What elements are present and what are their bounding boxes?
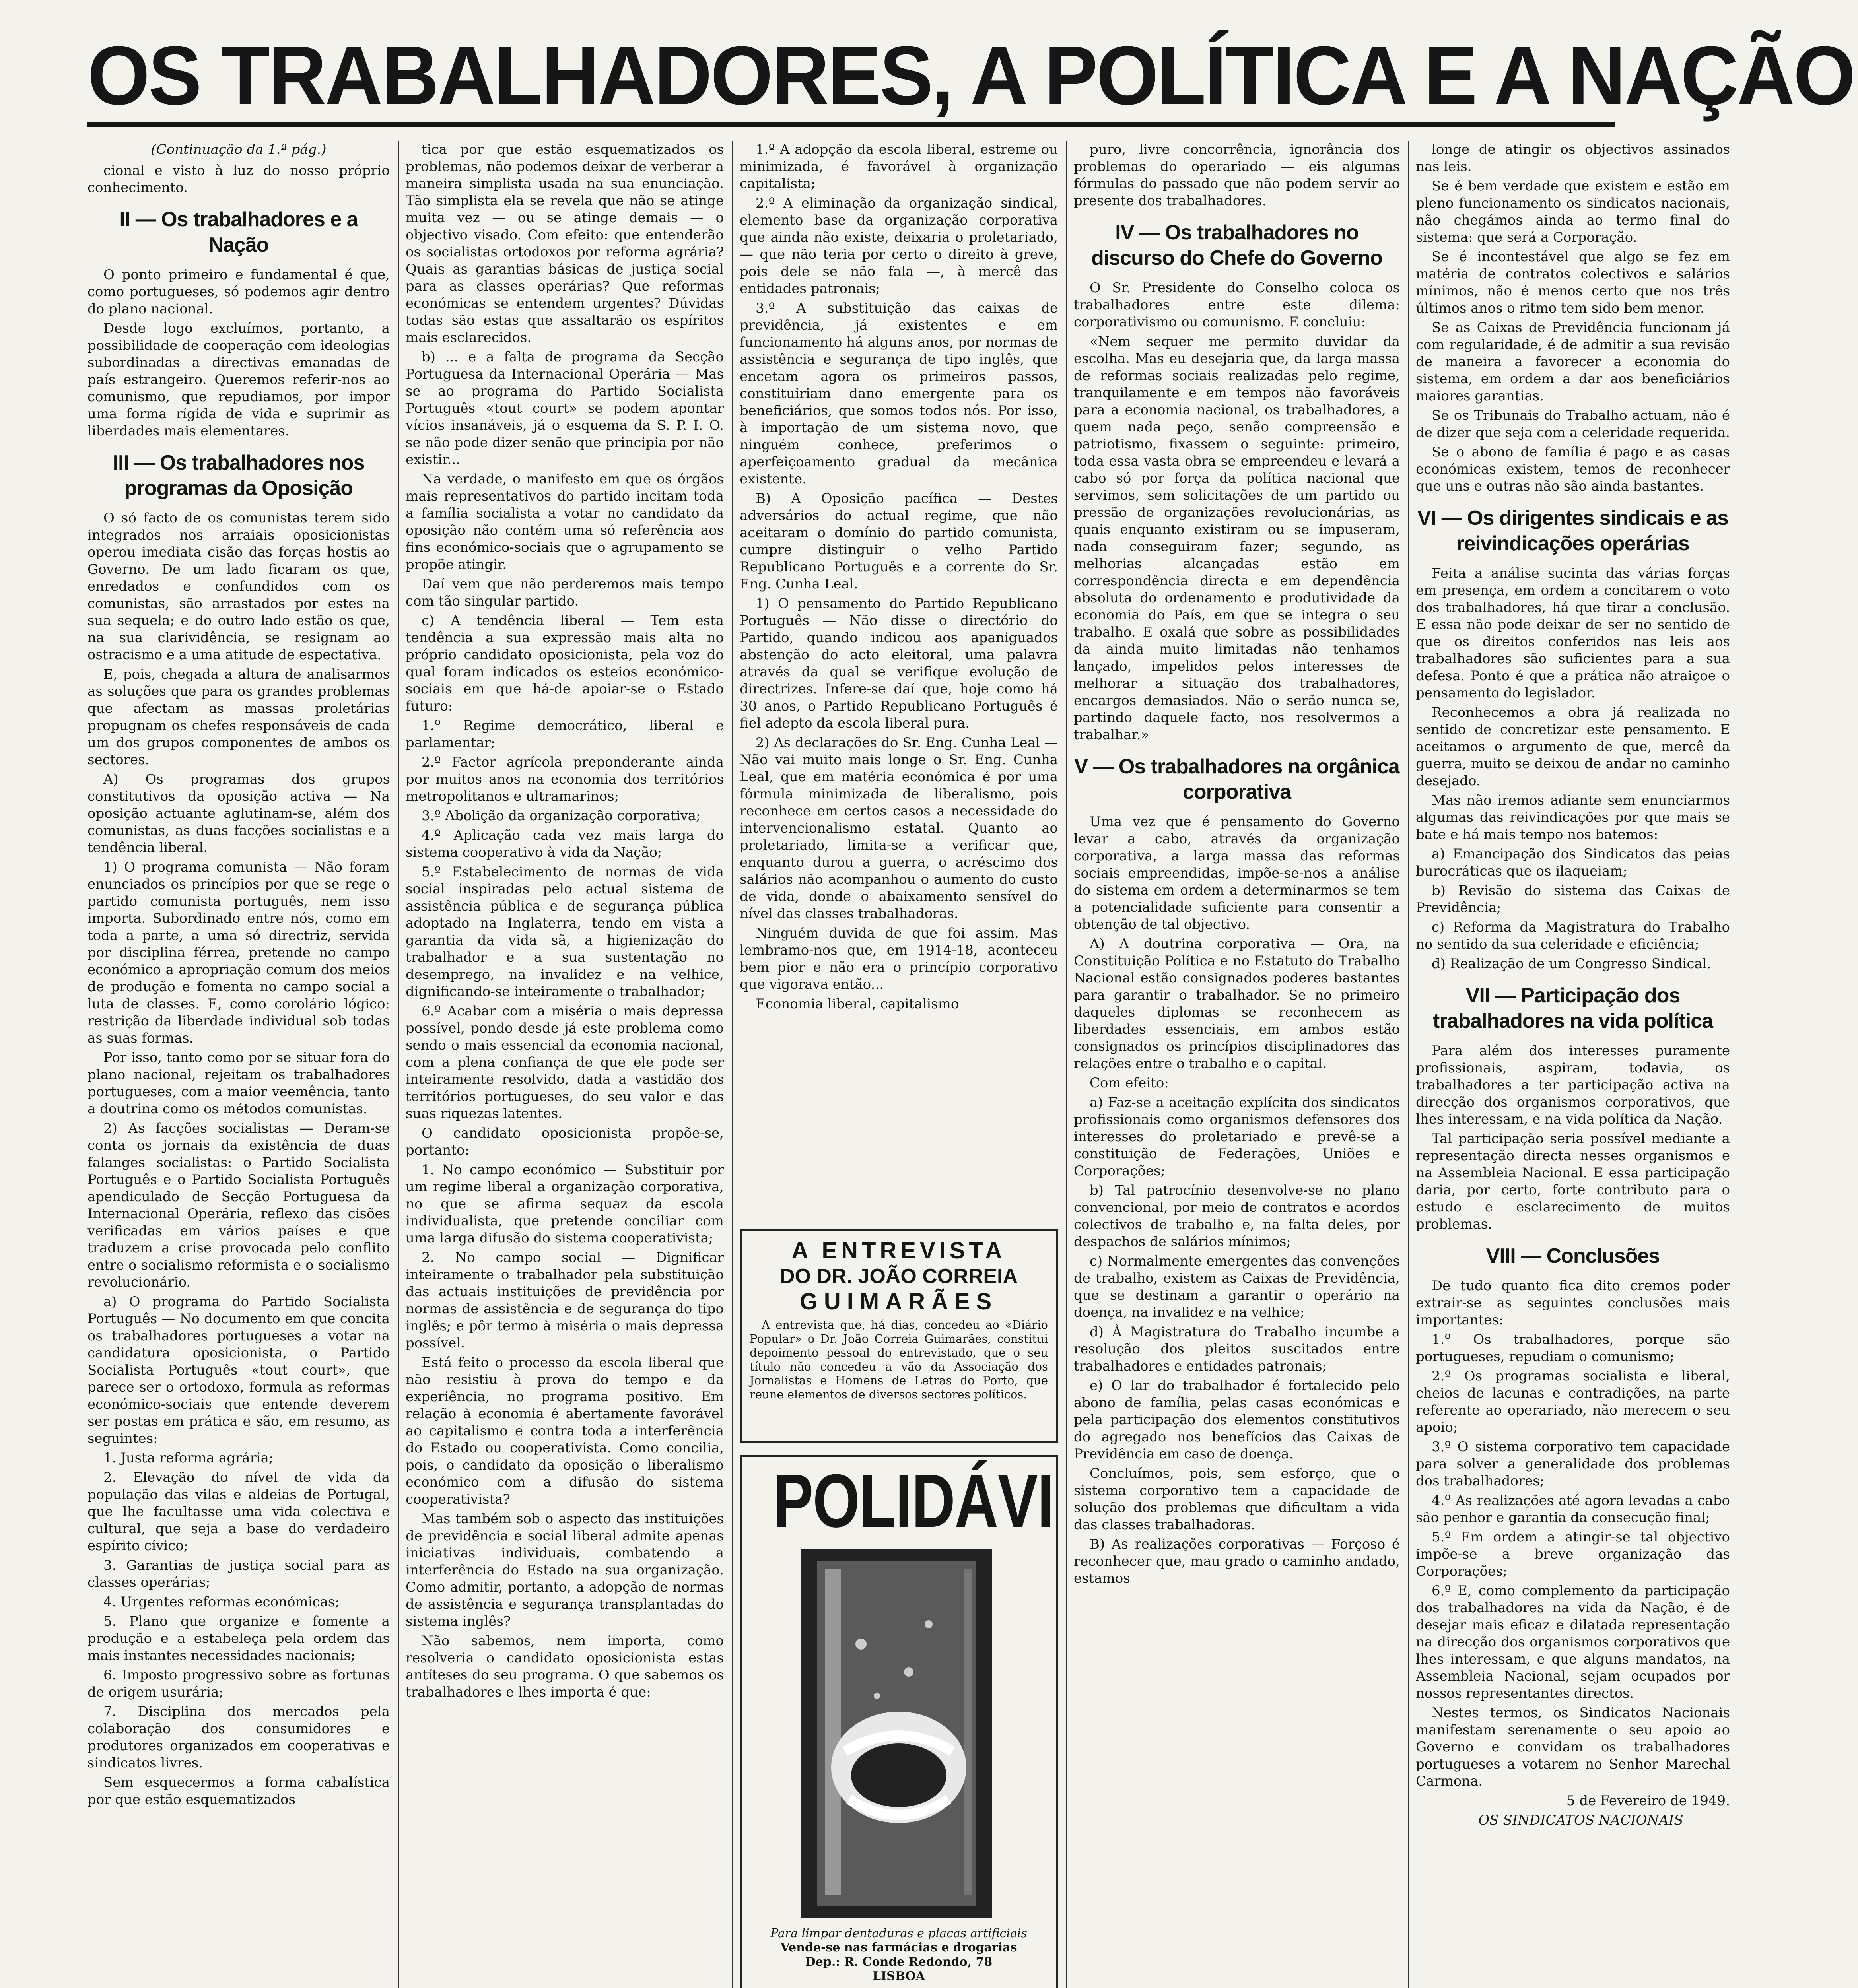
- paragraph: Se as Caixas de Previdência funcionam já com regularidade, é de admitir a sua revisão de maneira a favorecer a economia do sistema, em ordem a dar aos beneficiários maiores garantias.: [1416, 320, 1730, 404]
- paragraph: A) Os programas dos grupos constitutivos da oposição activa — Na oposição actuante aglutinam-se, além dos comunistas, as duas facções socialistas e a tendência liberal.: [87, 771, 390, 856]
- article-column-5: [1416, 141, 1730, 1988]
- paragraph: 6.º E, como complemento da participação dos trabalhadores na vida da Nação, é de desejar mais eficaz e dilatada representação na direcção dos organismos corporativos que lhes interessam, e que alguns mandatos, na Assembleia Nacional, sejam ocupados por nossos representantes directos.: [1416, 1583, 1730, 1701]
- paragraph: b) ... e a falta de programa da Secção Portuguesa da Internacional Operária — Mas se ao programa do Partido Socialista Português «tout court» se podem apontar vícios insanáveis, já o esquema da S. P. I. O. se não pode dizer senão que principia por não existir...: [406, 349, 724, 468]
- paragraph: 1) O pensamento do Partido Republicano Português — Não disse o directório do Partido, quando indicou aos apaniguados abstenção do acto eleitoral, uma palavra através da qual se verifique evolução de directrizes. Infere-se daí que, hoje como há 30 anos, o Partido Republicano Português é fiel adepto da escola liberal pura.: [740, 596, 1058, 731]
- paragraph: Reconhecemos a obra já realizada no sentido de concretizar este pensamento. E aceitamos o argumento de que, mercê da guerra, muito se deixou de andar no caminho desejado.: [1416, 705, 1730, 789]
- paragraph: 7. Disciplina dos mercados pela colaboração dos consumidores e produtores organizados em cooperativas e sindicatos livres.: [87, 1704, 390, 1771]
- paragraph: 6. Imposto progressivo sobre as fortunas de origem usurária;: [87, 1667, 390, 1700]
- paragraph: «Nem sequer me permito duvidar da escolha. Mas eu desejaria que, da larga massa de reformas sociais realizadas pelo regime, tranquilamente e em tempos não favoráveis para a economia nacional, os trabalhadores, a quem nada peço, senão compreensão e patriotismo, fixassem o seguinte: primeiro, toda essa vasta obra se empreendeu e levará a cabo só por força da política nacional que servimos, sem solicitações de um partido ou pressão de organizações revolucionárias, as quais enquanto existiram ou se impuseram, nada conseguiram fazer; segundo, as melhorias alcançadas estão em correspondência directa e em dependência absoluta do ordenamento e produtividade da economia do País, em que se integra o seu trabalho. E oxalá que sobre as possibilidades da ainda muito limitadas não tenhamos lançado, impelidos pelos interesses de melhorar a situação dos trabalhadores, encargos demasiados. Não o serão nunca se, partindo daquele facto, nos resolvermos a trabalhar.»: [1074, 334, 1400, 743]
- paragraph: 3.º Abolição da organização corporativa;: [422, 808, 701, 824]
- article-column-4: [1074, 141, 1400, 1988]
- paragraph: 1. No campo económico — Substituir por um regime liberal a organização corporativa, no que se afirma sequaz da escola individualista, que pretende conciliar com uma larga difusão do sistema cooperativista;: [406, 1162, 724, 1246]
- paragraph: 5. Plano que organize e fomente a produção e a estabeleça pela ordem das mais instantes necessidades nacionais;: [87, 1613, 390, 1664]
- paragraph: Se é bem verdade que existem e estão em pleno funcionamento os sindicatos nacionais, não chegámos ainda ao termo final do sistema: que será a Corporação.: [1416, 178, 1730, 245]
- column-divider: [398, 141, 399, 1988]
- paragraph: Não sabemos, nem importa, como resolveria o candidato oposicionista estas antíteses do seu programa. O que sabemos os trabalhadores e lhes importa é que:: [406, 1633, 724, 1700]
- paragraph: 5.º Estabelecimento de normas de vida social inspiradas pelo actual sistema de assistência pública e de segurança pública adoptado na Inglaterra, tendo em vista a garantia da vida sã, a higienização do trabalhador e a sua sustentação no desemprego, na invalidez e na velhice, dignificando-se inteiramente o trabalhador;: [406, 864, 724, 1000]
- paragraph: O só facto de os comunistas terem sido integrados nos arraiais oposicionistas operou imediata cisão das forças hostis ao Governo. De um lado ficaram os que, enredados e confundidos com os comunistas, são arrastados por estes na sua sequela; e do outro lado estão os que, na sua clarividência, se resignam ao ostracismo e a uma atitude de espectativa.: [87, 510, 390, 663]
- paragraph: Se o abono de família é pago e as casas económicas existem, temos de reconhecer que uns e outras não são ainda bastantes.: [1416, 444, 1730, 494]
- paragraph: 6.º Acabar com a miséria o mais depressa possível, pondo desde já este problema como sendo o mais essencial da economia nacional, com a plena confiança de que ele pode ser inteiramente resolvido, dada a vastidão dos territórios portugueses, do seu valor e das suas riquezas latentes.: [406, 1003, 724, 1122]
- paragraph: b) Revisão do sistema das Caixas de Previdência;: [1416, 883, 1730, 916]
- paragraph: c) Reforma da Magistratura do Trabalho no sentido da sua celeridade e eficiência;: [1416, 919, 1730, 952]
- paragraph: c) A tendência liberal — Tem esta tendência a sua expressão mais alta no próprio candidato oposicionista, pela voz do qual foram indicados os esteios económico-sociais em que há-de apoiar-se o Estado futuro:: [406, 613, 724, 714]
- section-heading: VI — Os dirigentes sindicais e as reivindicações operárias: [1417, 507, 1728, 555]
- paragraph: Daí vem que não perderemos mais tempo com tão singular partido.: [406, 576, 724, 609]
- paragraph: a) Faz-se a aceitação explícita dos sindicatos profissionais como organismos defensores dos interesses do proletariado e prevê-se a constituição de Federações, Uniões e Corporações;: [1074, 1095, 1400, 1179]
- paragraph: 4.º Aplicação cada vez mais larga do sistema cooperativo à vida da Nação;: [406, 827, 724, 860]
- paragraph: c) Normalmente emergentes das convenções de trabalho, existem as Caixas de Previdência, que se destinam a garantir o operário na doença, na invalidez e na velhice;: [1074, 1253, 1400, 1320]
- article-signature: OS SINDICATOS NACIONAIS: [1478, 1812, 1683, 1828]
- column-divider: [732, 141, 733, 1988]
- paragraph: b) Tal patrocínio desenvolve-se no plano convencional, por meio de contratos e acordos colectivos de trabalho e, na falta deles, por despachos de salários mínimos;: [1074, 1182, 1400, 1250]
- paragraph: 4.º As realizações até agora levadas a cabo são penhor e garantia da consecução final;: [1416, 1493, 1730, 1526]
- paragraph: 2. No campo social — Dignificar inteiramente o trabalhador pela substituição das actuais instituições de previdência por normas de assistência e de segurança do tipo inglês; e pôr termo à miséria o mais depressa possível.: [406, 1250, 724, 1351]
- paragraph: longe de atingir os objectivos assinados nas leis.: [1416, 142, 1730, 175]
- paragraph: 1.º Regime democrático, liberal e parlamentar;: [406, 718, 724, 751]
- paragraph: 2.º Factor agrícola preponderante ainda por muitos anos na economia dos territórios metropolitanos e ultramarinos;: [406, 754, 724, 804]
- paragraph: Por isso, tanto como por se situar fora do plano nacional, rejeitam os trabalhadores portugueses, com a maior veemência, tanto a doutrina como os métodos comunistas.: [87, 1050, 390, 1117]
- interview-title-line-3: GUIMARÃES: [799, 1289, 998, 1314]
- paragraph: Se é incontestável que algo se fez em matéria de contratos colectivos e salários mínimos, não é menos certo que nos três últimos anos o ritmo tem sido bem menor.: [1416, 249, 1730, 316]
- paragraph: Concluímos, pois, sem esforço, que o sistema corporativo tem a capacidade de solução dos problemas que dificultam a vida das classes trabalhadoras.: [1074, 1466, 1400, 1533]
- polidavi-text-1: Para limpar dentaduras e placas artificiais: [770, 1926, 1027, 1940]
- paragraph: 2. Elevação do nível de vida da população das vilas e aldeias de Portugal, que lhe facultasse uma vida colectiva e cultural, que seja a base do verdadeiro espírito cívico;: [87, 1470, 390, 1554]
- paragraph: 1) O programa comunista — Não foram enunciados os princípios por que se rege o partido comunista português, nem isso importa. Subordinado entre nós, como em toda a parte, a uma só directriz, servida por disciplina férrea, pretende no campo económico a apropriação comum dos meios de produção e fomenta no campo social a luta de classes. E, como corolário lógico: restrição da liberdade individual sob todas as suas formas.: [87, 859, 390, 1046]
- article-column-3: [740, 141, 1058, 1219]
- paragraph: Ninguém duvida de que foi assim. Mas lembramo-nos que, em 1914-18, aconteceu bem pior e não era o princípio corporativo que vigorava então...: [740, 925, 1058, 992]
- section-heading: V — Os trabalhadores na orgânica corporativa: [1074, 755, 1399, 804]
- paragraph: 1.º Os trabalhadores, porque são portugueses, repudiam o comunismo;: [1416, 1332, 1730, 1365]
- section-heading: II — Os trabalhadores e a Nação: [119, 208, 358, 256]
- paragraph: e) O lar do trabalhador é fortalecido pelo abono de família, pelas casas económicas e pela participação dos elementos constitutivos do agregado nos benefícios das Caixas de Previdência em caso de doença.: [1074, 1378, 1400, 1462]
- paragraph: 4. Urgentes reformas económicas;: [103, 1594, 340, 1610]
- interview-text: A entrevista que, há dias, concedeu ao «Diário Popular» o Dr. João Correia Guimarães, constitui depoimento pessoal do entrevistado, que o seu título não concedeu a vão da Associação dos Jornalistas e Homens de Letras do Porto, que reune elementos de diversos sectores políticos.: [750, 1318, 1048, 1401]
- paragraph: Se os Tribunais do Trabalho actuam, não é de dizer que seja com a celeridade requerida.: [1416, 408, 1730, 441]
- paragraph: Mas também sob o aspecto das instituições de previdência e social liberal admite apenas iniciativas individuais, combatendo a interferência do Estado na sua organização. Como admitir, portanto, a adopção de normas de assistência e segurança transplantadas do sistema inglês?: [406, 1511, 724, 1629]
- continuation-note: (Continuação da 1.ª pág.): [151, 142, 327, 157]
- paragraph: Tal participação seria possível mediante a representação directa nesses organismos e na Assembleia Nacional. E essa participação daria, por certo, forte contributo para o estudo e esclarecimento de muitos problemas.: [1416, 1131, 1730, 1232]
- section-heading: IV — Os trabalhadores no discurso do Chefe do Governo: [1091, 221, 1382, 270]
- column-divider: [1408, 141, 1409, 1988]
- paragraph: Uma vez que é pensamento do Governo levar a cabo, através da organização corporativa, a larga massa das reformas sociais empreendidas, impõe-se-nos a análise do sistema em ordem a determinarmos se tem a potencialidade suficiente para consentir a obtenção de tal objectivo.: [1074, 814, 1400, 932]
- paragraph: De tudo quanto fica dito cremos poder extrair-se as seguintes conclusões mais importantes:: [1416, 1278, 1730, 1328]
- paragraph: O Sr. Presidente do Conselho coloca os trabalhadores entre este dilema: corporativismo ou comunismo. E concluiu:: [1074, 280, 1400, 330]
- headline: OS TRABALHADORES, A POLÍTICA E A NAÇÃO: [87, 28, 1615, 127]
- article-column-2: [406, 141, 724, 1988]
- section-heading: VIII — Conclusões: [1486, 1244, 1660, 1268]
- paragraph: 2) As declarações do Sr. Eng. Cunha Leal — Não vai muito mais longe o Sr. Eng. Cunha Leal, que em matéria económica é por uma fórmula minimizada de liberalismo, pois reconhece em certos casos a necessidade do intervencionalismo estatal. Quanto ao proletariado, limita-se a verificar que, enquanto durou a guerra, o acréscimo dos salários não acompanhou o aumento do custo de vida, donde o abaixamento sensível do nível das classes trabalhadoras.: [740, 735, 1058, 922]
- section-heading: III — Os trabalhadores nos programas da Oposição: [113, 451, 365, 500]
- column-divider: [1066, 141, 1067, 1988]
- paragraph: d) À Magistratura do Trabalho incumbe a resolução dos pleitos suscitados entre trabalhadores e entidades patronais;: [1074, 1324, 1400, 1374]
- paragraph: B) A Oposição pacífica — Destes adversários do actual regime, que não aceitaram o domínio do partido comunista, cumpre distinguir o velho Partido Republicano Português e a corrente do Sr. Eng. Cunha Leal.: [740, 491, 1058, 592]
- paragraph: 3. Garantias de justiça social para as classes operárias;: [87, 1557, 390, 1590]
- article-date: 5 de Fevereiro de 1949.: [1566, 1793, 1730, 1809]
- paragraph: Sem esquecermos a forma cabalística por que estão esquematizados: [87, 1774, 390, 1807]
- paragraph: B) As realizações corporativas — Forçoso é reconhecer que, mau grado o caminho andado, estamos: [1074, 1536, 1400, 1586]
- paragraph: Economia liberal, capitalismo: [756, 996, 959, 1012]
- section-heading: VII — Participação dos trabalhadores na vida política: [1433, 984, 1713, 1033]
- paragraph: 2.º Os programas socialista e liberal, cheios de lacunas e contradições, na parte referente ao operariado, não merecem o seu apoio;: [1416, 1368, 1730, 1435]
- paragraph: 1. Justa reforma agrária;: [103, 1450, 274, 1466]
- interview-title-line-1: A ENTREVISTA: [791, 1238, 1006, 1264]
- paragraph: 3.º A substituição das caixas de previdência, já existentes e em funcionamento há alguns anos, por normas de assistência e segurança de tipo inglês, que encetam agora os primeiros passos, constituiriam dano emergente para os beneficiários, que somos todos nós. Por isso, à importação de um sistema novo, que ninguém conhece, preferimos o aperfeiçoamento gradual da mecânica existente.: [740, 300, 1058, 487]
- paragraph: Com efeito:: [1090, 1075, 1169, 1091]
- paragraph: d) Realização de um Congresso Sindical.: [1432, 956, 1711, 972]
- paragraph: E, pois, chegada a altura de analisarmos as soluções que para os grandes problemas que afectam as massas proletárias propugnam os chefes responsáveis de cada um dos grupos componentes de ambos os sectores.: [87, 666, 390, 768]
- paragraph: 2) As facções socialistas — Deram-se conta os jornais da existência de duas falanges socialistas: o Partido Socialista Português e o Partido Socialista Português apendiculado de Secção Portuguesa da Internacional Operária, reflexo das cisões verificadas em vários países e que traduzem a crise provocada pelo conflito entre o socialismo reformista e o socialismo revolucionário.: [87, 1120, 390, 1290]
- paragraph: Para além dos interesses puramente profissionais, aspiram, todavia, os trabalhadores a ter participação activa na direcção dos organismos corporativos, que lhes interessam, e na vida política da Nação.: [1416, 1043, 1730, 1127]
- paragraph: a) O programa do Partido Socialista Português — No documento em que concita os trabalhadores portugueses a votar na candidatura oposicionista, o Partido Socialista Português «tout court», que parece ser o ortodoxo, formula as reformas económico-sociais que entende deverem ser postas em prática e são, em resumo, as seguintes:: [87, 1294, 390, 1446]
- paragraph: O candidato oposicionista propõe-se, portanto:: [406, 1125, 724, 1158]
- paragraph: tica por que estão esquematizados os problemas, não podemos deixar de verberar a maneira simplista usada na sua enunciação. Tão simplista ela se revela que não se atinge muita vez — ou se atinge demais — o objectivo visado. Com efeito: que entenderão os socialistas ortodoxos por reforma agrária? Quais as garantias básicas de justiça social para as classes operárias? Que reformas económicas se entendem urgentes? Dúvidas todas são estas que assaltarão os espíritos mais esclarecidos.: [406, 142, 724, 346]
- polidavi-brand: POLIDÁVI: [773, 1459, 1054, 1543]
- interview-title-line-2: DO DR. JOÃO CORREIA: [779, 1265, 1018, 1288]
- paragraph: 2.º A eliminação da organização sindical, elemento base da organização corporativa que ainda não existe, deixaria o proletariado, — que não teria por certo o direito à greve, pois dele se não fala —, à mercê das entidades patronais;: [740, 195, 1058, 297]
- paragraph: 1.º A adopção da escola liberal, estreme ou minimizada, é favorável à organização capitalista;: [740, 142, 1058, 192]
- polidavi-text-2: Vende-se nas farmácias e drogarias: [780, 1941, 1017, 1955]
- interview-notice: [740, 1229, 1058, 1443]
- polidavi-ad: [740, 1455, 1058, 1988]
- paragraph: O ponto primeiro e fundamental é que, como portugueses, só podemos agir dentro do plano nacional.: [87, 267, 390, 317]
- article-column-1: [87, 141, 390, 1988]
- paragraph: a) Emancipação dos Sindicatos das peias burocráticas que os ilaqueiam;: [1416, 846, 1730, 879]
- paragraph: cional e visto à luz do nosso próprio conhecimento.: [87, 163, 390, 196]
- paragraph: Está feito o processo da escola liberal que não resistiu à prova do tempo e da experiência, no programa positivo. Em relação à economia é abertamente favorável ao capitalismo e contra toda a interferência do Estado ou cooperativista. Como concilia, pois, o candidato da oposição o liberalismo económico com a difusão do sistema cooperativista?: [406, 1355, 724, 1507]
- paragraph: Mas não iremos adiante sem enunciarmos algumas das reivindicações por que mais se bate e há mais tempo nos batemos:: [1416, 792, 1730, 843]
- paragraph: Nestes termos, os Sindicatos Nacionais manifestam serenamente o seu apoio ao Governo e convidam os trabalhadores portugueses a votarem no Senhor Marechal Carmona.: [1416, 1705, 1730, 1789]
- polidavi-text-4: LISBOA: [872, 1969, 925, 1983]
- paragraph: Feita a análise sucinta das várias forças em presença, em ordem a concitarem o voto dos trabalhadores, há que tirar a conclusão. E essa não pode deixar de ser no sentido de que os direitos conferidos nas leis aos trabalhadores são suficientes para a sua defesa. Ponto é que a prática não atraiçoe o pensamento do legislador.: [1416, 565, 1730, 701]
- paragraph: 5.º Em ordem a atingir-se tal objectivo impõe-se a breve organização das Corporações;: [1416, 1529, 1730, 1579]
- paragraph: Na verdade, o manifesto em que os órgãos mais representativos do partido incitam toda a família socialista a votar no candidato da oposição não contém uma só referência aos fins económico-sociais que o agrupamento se propõe atingir.: [406, 471, 724, 573]
- paragraph: puro, livre concorrência, ignorância dos problemas do operariado — eis algumas fórmulas do passado que não podem servir ao presente dos trabalhadores.: [1074, 142, 1400, 209]
- polidavi-text-3: Dep.: R. Conde Redondo, 78: [805, 1955, 993, 1969]
- denture-glass-illustration: [742, 1545, 1056, 1926]
- paragraph: 3.º O sistema corporativo tem capacidade para solver a generalidade dos problemas dos trabalhadores;: [1416, 1439, 1730, 1489]
- paragraph: A) A doutrina corporativa — Ora, na Constituição Política e no Estatuto do Trabalho Nacional estão consignados poderes bastantes para garantir o trabalhador. Se no primeiro daqueles diplomas se reconhecem as liberdades essenciais, em ambos estão consignados os princípios disciplinadores das relações entre o trabalho e o capital.: [1074, 936, 1400, 1072]
- paragraph: Desde logo excluímos, portanto, a possibilidade de cooperação com ideologias subordinadas a directivas emanadas de país estrangeiro. Queremos referir-nos ao comunismo, que repudiamos, por impor uma forma rígida de vida e suprimir as liberdades mais elementares.: [87, 320, 390, 439]
